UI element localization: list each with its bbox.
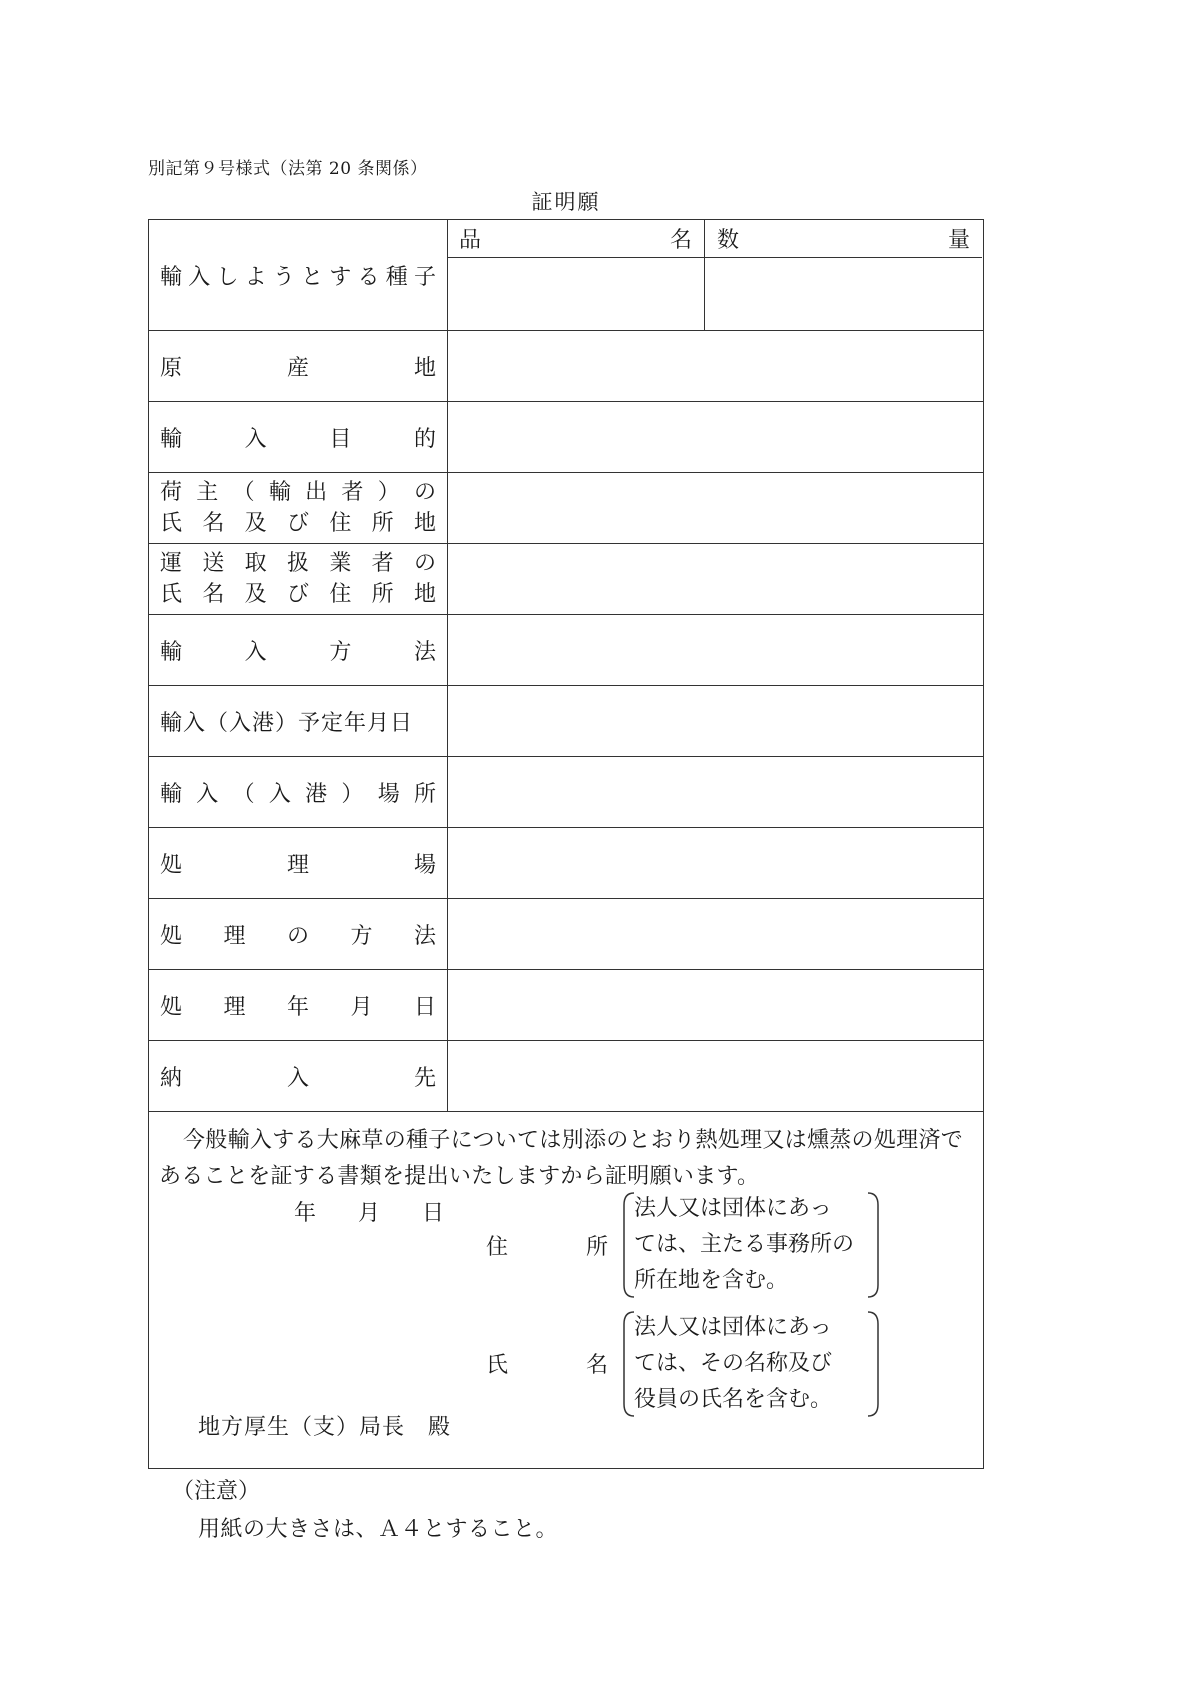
import-date-label: 輸入（入港）予定年月日 — [160, 710, 414, 736]
date-day: 日 — [422, 1201, 445, 1226]
row-seed — [149, 220, 983, 330]
statement-text: 今般輸入する大麻草の種子については別添のとおり熱処理又は燻蒸の処理済であることを証する書類を提出いたしますから証明願います。 — [159, 1128, 964, 1189]
carrier-label-line2: 氏名及び住所地 — [160, 582, 436, 607]
purpose-label: 輸入目的 — [160, 426, 436, 452]
column-divider — [447, 220, 448, 1111]
document-title: 証明願 — [531, 190, 601, 214]
import-place-label: 輸入（入港）場所 — [160, 781, 436, 807]
row-shipper — [149, 472, 983, 543]
row-processing-site — [149, 827, 983, 898]
row-delivery-destination — [149, 1040, 983, 1111]
seed-label: 輸入しようとする種子 — [160, 264, 436, 290]
bracket-icon — [622, 1310, 880, 1418]
date-month: 月 — [358, 1201, 381, 1226]
row-processing-date — [149, 969, 983, 1040]
delivery-destination-label: 納入先 — [160, 1065, 436, 1091]
header-quantity: 数量 — [704, 220, 982, 258]
row-carrier — [149, 543, 983, 614]
origin-label: 原産地 — [160, 355, 436, 381]
date-year: 年 — [294, 1201, 317, 1226]
processing-site-label: 処理場 — [160, 852, 436, 878]
header-item-name: 品名 — [447, 220, 704, 258]
carrier-label-line1: 運送取扱業者の — [160, 551, 436, 576]
row-import-method — [149, 614, 983, 685]
name-label: 氏 名 — [486, 1353, 608, 1378]
row-processing-method — [149, 898, 983, 969]
row-origin — [149, 330, 983, 401]
date-line — [294, 1196, 444, 1227]
name-note: 法人又は団体にあっ ては、その名称及び 役員の氏名を含む。 — [622, 1310, 880, 1418]
cell-divider — [704, 258, 705, 330]
import-method-label: 輸入方法 — [160, 639, 436, 665]
processing-date-label: 処理年月日 — [160, 994, 436, 1020]
shipper-label-line2: 氏名及び住所地 — [160, 511, 436, 536]
address-label: 住 所 — [486, 1235, 608, 1260]
row-import-date — [149, 685, 983, 756]
row-purpose — [149, 401, 983, 472]
addressee: 地方厚生（支）局長 殿 — [198, 1415, 452, 1440]
row-import-place — [149, 756, 983, 827]
bracket-icon — [622, 1191, 880, 1299]
caution-title: （注意） — [172, 1479, 261, 1504]
caution-text: 用紙の大きさは、Ａ４とすること。 — [198, 1517, 559, 1542]
table-bottom-rule — [149, 1111, 983, 1112]
processing-method-label: 処理の方法 — [160, 923, 436, 949]
shipper-label-line1: 荷主（輸出者）の — [160, 480, 436, 505]
form-reference: 別記第９号様式（法第 20 条関係） — [148, 159, 428, 179]
address-note: 法人又は団体にあっ ては、主たる事務所の 所在地を含む。 — [622, 1191, 880, 1299]
